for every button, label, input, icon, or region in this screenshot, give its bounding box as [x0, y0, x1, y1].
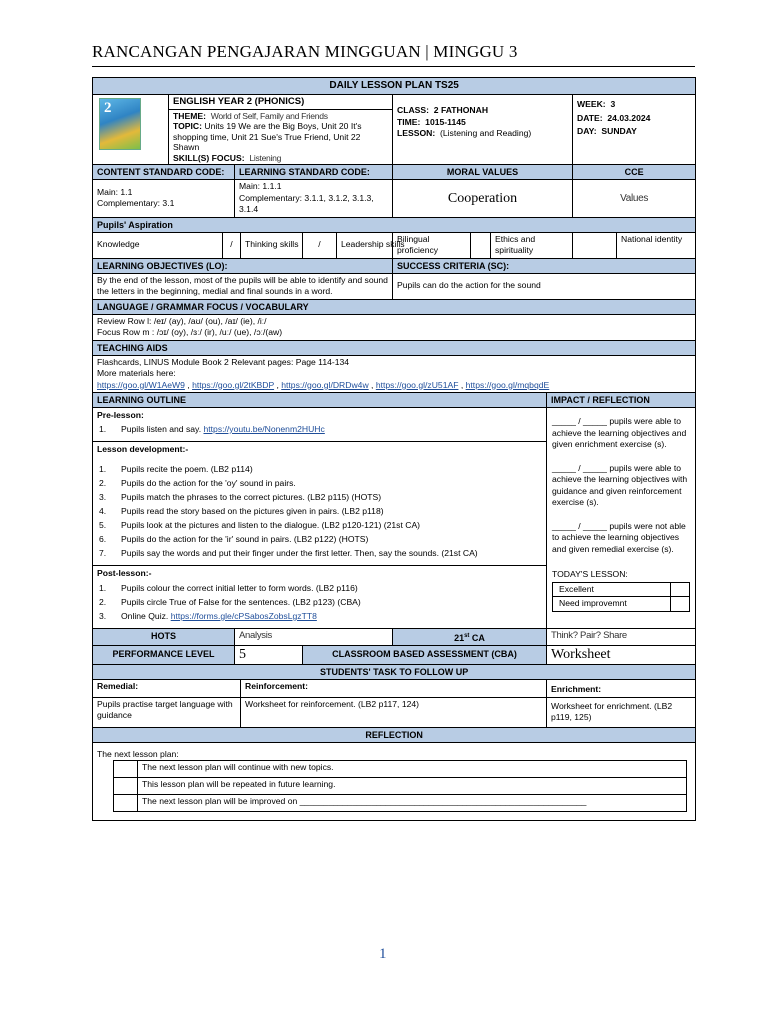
- list-item: 2. Pupils do the action for the 'oy' sound in pairs.: [99, 477, 296, 488]
- reinforcement-label: Reinforcement:: [241, 680, 547, 698]
- lesson-link[interactable]: https://youtu.be/Nonenm2HUHc: [203, 424, 325, 434]
- next-option: The next lesson plan will be improved on ____________________________________________________________: [138, 795, 687, 812]
- reinforcement-text: Worksheet for reinforcement. (LB2 p117, 124): [241, 697, 547, 727]
- pre-lesson: Pre-lesson: 1. Pupils listen and say. https://youtu.be/Nonenm2HUHc: [93, 408, 546, 442]
- thinking-tick: /: [303, 232, 337, 258]
- lesson-plan-document: [92, 77, 695, 821]
- list-item: 3. Online Quiz. https://forms.gle/cPSabosZobsLgzTT8: [99, 611, 317, 621]
- teaching-aids-label: TEACHING AIDS: [93, 340, 696, 355]
- book-cover-image: 2: [99, 98, 141, 150]
- enrichment-label: Enrichment:: [547, 680, 696, 698]
- aspiration-knowledge: Knowledge: [93, 232, 223, 258]
- impact-item: _____ / _____ pupils were not able to achieve the learning objectives and given remedial exercise (s).: [552, 520, 686, 554]
- list-item: 1. Pupils listen and say. https://youtu.be/Nonenm2HUHc: [99, 424, 325, 434]
- learning-outline: [93, 408, 547, 629]
- material-link[interactable]: https://goo.gl/mqbqdE: [465, 379, 550, 390]
- next-lesson-options: [113, 760, 687, 812]
- rating-excellent: Excellent: [553, 582, 671, 597]
- aspiration-leadership: Leadership skills: [337, 232, 393, 258]
- follow-up-label: STUDENTS' TASK TO FOLLOW UP: [93, 665, 696, 680]
- ethics-tick: [573, 232, 617, 258]
- class-info: CLASS: 2 FATHONAH TIME: 1015-1145 LESSON: (Listening and Reading): [393, 95, 573, 165]
- list-item: 3. Pupils match the phrases to the correct pictures. (LB2 p115) (HOTS): [99, 491, 382, 502]
- impact-item: _____ / _____ pupils were able to achieve the learning objectives with guidance and given reinforcement exercise (s).: [552, 462, 688, 507]
- rating-excellent-box[interactable]: [671, 582, 690, 597]
- lesson-development: Lesson development:- 1. Pupils recite the poem. (LB2 p114) 2. Pupils do the action for the 'oy' sound in pairs. 3. Pupils match the phrases to the correct pictures. (LB2 p115) (HOTS) 4. Pupils read the story based on the pictures given in pairs. (LB2 p118) 5. Pupils look at the pictures and listen to the dialogue. (LB2 p120-121) (21st CA) 6. Pupils do the action for the 'ir' sound in pairs. (LB2 p122) (HOTS) 7. Pupils say the words and put their finger under the first letter. Then, say the sounds. (21st CA): [93, 442, 546, 566]
- next-option: The next lesson plan will continue with new topics.: [138, 761, 687, 778]
- option-checkbox[interactable]: [114, 795, 138, 812]
- moral-value: Cooperation: [393, 180, 573, 218]
- grammar-focus-label: LANGUAGE / GRAMMAR FOCUS / VOCABULARY: [93, 299, 696, 314]
- topic-value: Units 19 We are the Big Boys, Unit 20 It's shopping time, Unit 21 Sue's True Friend, Unit 22 Shawn: [173, 121, 362, 152]
- list-item: 4. Pupils read the story based on the pictures given in pairs. (LB2 p118): [99, 505, 384, 516]
- material-link[interactable]: https://goo.gl/2tKBDP: [192, 379, 275, 390]
- remedial-text: Pupils practise target language with guidance: [93, 697, 241, 727]
- ca-value: Think? Pair? Share: [547, 629, 696, 646]
- learning-objectives-label: LEARNING OBJECTIVES (LO):: [93, 258, 393, 273]
- pre-lesson-list: [97, 424, 542, 436]
- lesson-plan-table: [92, 77, 696, 821]
- book-cover-cell: [93, 95, 169, 165]
- moral-values-label: MORAL VALUES: [393, 165, 573, 180]
- hots-label: HOTS: [93, 629, 235, 646]
- cba-value: Worksheet: [547, 646, 696, 665]
- grammar-focus: Review Row l: /eɪ/ (ay), /aʊ/ (ou), /aɪ/ (ie), /iː/ Focus Row m : /ɔɪ/ (oy), /ɜː/ (ir), /uː/ (ue), /ɔː/(aw): [93, 314, 696, 340]
- cba-label: CLASSROOM BASED ASSESSMENT (CBA): [303, 646, 547, 665]
- aspiration-label: Pupils' Aspiration: [93, 217, 696, 232]
- material-link[interactable]: https://goo.gl/W1AeW9: [97, 379, 185, 390]
- success-criteria: Pupils can do the action for the sound: [393, 273, 696, 299]
- list-item: 6. Pupils do the action for the 'ir' sound in pairs. (LB2 p122) (HOTS): [99, 533, 369, 544]
- performance-level-label: PERFORMANCE LEVEL: [93, 646, 235, 665]
- todays-lesson-label: TODAY'S LESSON:: [552, 569, 628, 579]
- post-lesson: Post-lesson:- 1. Pupils colour the correct initial letter to form words. (LB2 p116) 2. Pupils circle True of False for the sentences. (LB2 p123) (CBA) 3. Online Quiz. https://forms.gle/cPSabosZobsLgzTT8: [93, 566, 546, 629]
- content-standard-label: CONTENT STANDARD CODE:: [93, 165, 235, 180]
- list-item: 1. Pupils colour the correct initial letter to form words. (LB2 p116): [99, 583, 358, 593]
- enrichment-text: Worksheet for enrichment. (LB2 p119, 125): [547, 697, 696, 727]
- todays-lesson-rating: [552, 582, 690, 612]
- theme-value: World of Self, Family and Friends: [210, 110, 328, 121]
- theme-topic-cell: THEME: World of Self, Family and Friends TOPIC: Units 19 We are the Big Boys, Unit 20 It's shopping time, Unit 21 Sue's True Friend, Unit 22 Shawn SKILL(S) FOCUS: Listening: [169, 109, 393, 165]
- lesson-link[interactable]: https://forms.gle/cPSabosZobsLgzTT8: [170, 611, 317, 621]
- page-header: RANCANGAN PENGAJARAN MINGGUAN | MINGGU 3: [92, 42, 518, 61]
- option-checkbox[interactable]: [114, 778, 138, 795]
- knowledge-tick: /: [223, 232, 241, 258]
- performance-level-value: 5: [235, 646, 303, 665]
- list-item: 1. Pupils recite the poem. (LB2 p114): [99, 463, 253, 474]
- week-info: WEEK: 3 DATE: 24.03.2024 DAY: SUNDAY: [573, 95, 696, 165]
- list-item: 7. Pupils say the words and put their finger under the first letter. Then, say the sounds. (21st CA): [99, 547, 478, 558]
- material-link[interactable]: https://goo.gl/DRDw4w: [281, 379, 369, 390]
- next-lesson-label: The next lesson plan:: [97, 748, 179, 759]
- content-standard: Main: 1.1 Complementary: 3.1: [93, 180, 235, 218]
- learning-objectives: By the end of the lesson, most of the pupils will be able to identify and sound the letters in the beginning, medial and final sounds in a word.: [93, 273, 393, 299]
- development-list: [97, 464, 542, 560]
- list-item: 2. Pupils circle True of False for the sentences. (LB2 p123) (CBA): [99, 597, 361, 607]
- learning-standard: Main: 1.1.1 Complementary: 3.1.1, 3.1.2, 3.1.3, 3.1.4: [235, 180, 393, 218]
- option-checkbox[interactable]: [114, 761, 138, 778]
- subject: ENGLISH YEAR 2 (PHONICS): [169, 95, 393, 110]
- impact-reflection: [547, 408, 696, 629]
- plan-title: DAILY LESSON PLAN TS25: [93, 78, 696, 95]
- teaching-aids: Flashcards, LINUS Module Book 2 Relevant pages: Page 114-134 More materials here: https://goo.gl/W1AeW9 , https://goo.gl/2tKBDP , https://goo.gl/DRDw4w , https://goo.gl/zU51AF , https://goo.gl/mqbqdE: [93, 355, 696, 393]
- skills-value: Listening: [249, 152, 282, 163]
- learning-outline-label: LEARNING OUTLINE: [93, 393, 547, 408]
- header-rule: [92, 66, 695, 67]
- aspiration-national: National identity: [617, 232, 696, 258]
- page-number: 1: [379, 946, 387, 962]
- cce-label: CCE: [573, 165, 696, 180]
- impact-list: [552, 416, 690, 555]
- reflection: [93, 742, 696, 821]
- aspiration-bilingual: Bilingual proficiency: [393, 232, 471, 258]
- post-lesson-list: [97, 583, 542, 623]
- rating-need-improvement-box[interactable]: [671, 597, 690, 612]
- impact-reflection-label: IMPACT / REFLECTION: [547, 393, 696, 408]
- impact-item: _____ / _____ pupils were able to achieve the learning objectives and given enrichment exercise (s).: [552, 416, 687, 449]
- ca-label: 21st CA: [393, 629, 547, 646]
- cce-value: Values: [573, 180, 696, 218]
- next-option: This lesson plan will be repeated in future learning.: [138, 778, 687, 795]
- aspiration-ethics: Ethics and spirituality: [491, 232, 573, 258]
- aspiration-thinking: Thinking skills: [241, 232, 303, 258]
- rating-need-improvement: Need improvemnt: [553, 597, 671, 612]
- material-link[interactable]: https://goo.gl/zU51AF: [375, 379, 459, 390]
- material-links: https://goo.gl/W1AeW9 , https://goo.gl/2tKBDP , https://goo.gl/DRDw4w , https://goo.gl/zU51AF , https://goo.gl/mqbqdE: [97, 379, 550, 390]
- remedial-label: Remedial:: [93, 680, 241, 698]
- success-criteria-label: SUCCESS CRITERIA (SC):: [393, 258, 696, 273]
- learning-standard-label: LEARNING STANDARD CODE:: [235, 165, 393, 180]
- reflection-label: REFLECTION: [93, 727, 696, 742]
- bilingual-tick: [471, 232, 491, 258]
- list-item: 5. Pupils look at the pictures and listen to the dialogue. (LB2 p120-121) (21st CA): [99, 519, 421, 530]
- hots-value: Analysis: [235, 629, 393, 646]
